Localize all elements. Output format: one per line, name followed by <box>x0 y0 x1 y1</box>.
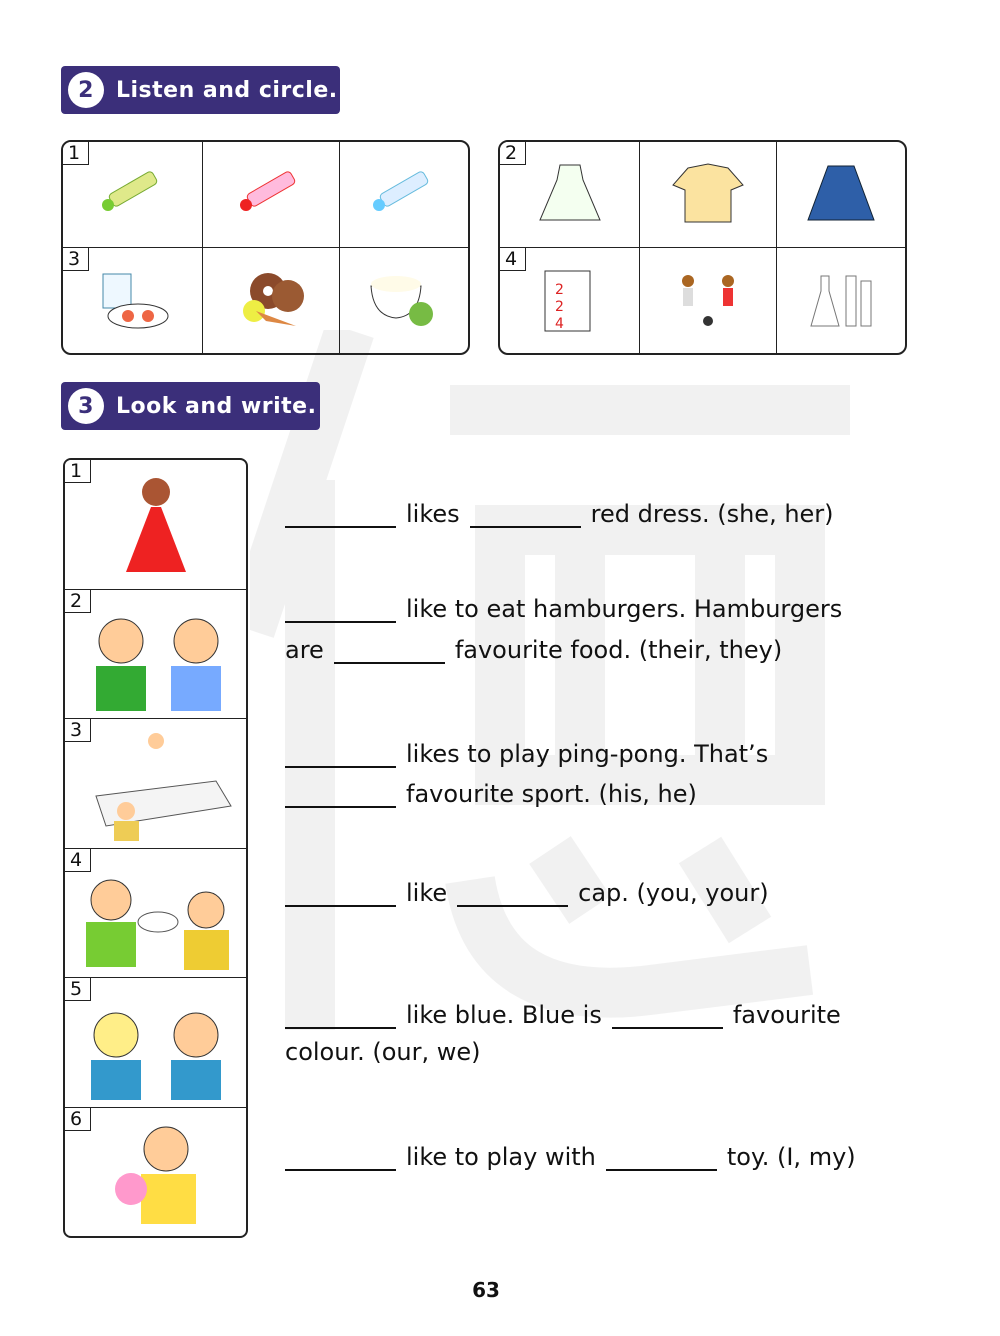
answer-blank[interactable] <box>457 881 568 907</box>
listen-grid-left <box>61 140 470 355</box>
item-number: 6 <box>65 1108 91 1131</box>
blue-crayon-icon <box>359 160 449 230</box>
skirt-icon <box>796 160 886 230</box>
answer-option-donuts-and-ice-cream[interactable] <box>203 248 340 353</box>
exercise-picture <box>65 719 246 849</box>
section-title: Listen and circle. <box>116 77 338 103</box>
svg-text:4: 4 <box>554 315 564 332</box>
red-crayon-icon <box>226 160 316 230</box>
item-number: 2 <box>500 142 526 165</box>
item-number: 4 <box>500 248 526 271</box>
sentence-line <box>285 1143 866 1171</box>
exercise-picture <box>65 1108 246 1237</box>
illustration-icon <box>66 980 246 1105</box>
item-number: 3 <box>63 248 89 271</box>
page-number: 63 <box>472 1278 500 1302</box>
illustration-icon <box>66 850 246 975</box>
answer-option-maths-book[interactable] <box>500 248 640 353</box>
answer-blank[interactable] <box>285 881 396 907</box>
sentence-line <box>285 1001 851 1029</box>
answer-option-green-crayon[interactable] <box>63 142 203 248</box>
answer-option-dress[interactable] <box>500 142 640 248</box>
answer-blank[interactable] <box>285 1145 396 1171</box>
donuts-and-ice-cream-icon <box>226 266 316 336</box>
sentence-text: like to play with <box>406 1143 596 1171</box>
exercise-picture <box>65 849 246 979</box>
sentence-text: like to eat hamburgers. Hamburgers <box>406 595 843 623</box>
answer-blank[interactable] <box>285 597 396 623</box>
section2-header <box>61 66 340 114</box>
maths-book-icon <box>525 266 615 336</box>
listen-grid-right <box>498 140 907 355</box>
svg-text:2: 2 <box>554 298 564 315</box>
sentence-text: toy. (I, my) <box>726 1143 856 1171</box>
sentence-line <box>285 879 779 907</box>
answer-option-skirt[interactable] <box>777 142 905 248</box>
answer-option-football-players[interactable] <box>640 248 777 353</box>
answer-option-science-beakers[interactable] <box>777 248 905 353</box>
rice-and-vegetables-icon <box>359 266 449 336</box>
answer-blank[interactable] <box>285 782 396 808</box>
sentence-line <box>285 636 792 664</box>
sentence-text: red dress. (she, her) <box>590 500 834 528</box>
sentence-text: likes <box>406 500 460 528</box>
exercise-picture <box>65 590 246 720</box>
sentence-text: are <box>285 636 324 664</box>
illustration-icon <box>66 462 246 587</box>
sentence-line <box>285 780 707 808</box>
answer-blank[interactable] <box>334 638 445 664</box>
dress-icon <box>525 160 615 230</box>
item-number: 4 <box>65 849 91 872</box>
answer-option-red-crayon[interactable] <box>203 142 340 248</box>
answer-blank[interactable] <box>612 1003 723 1029</box>
answer-option-blue-crayon[interactable] <box>340 142 468 248</box>
sentence-text: favourite food. (their, they) <box>454 636 783 664</box>
item-number: 1 <box>63 142 89 165</box>
illustration-icon <box>66 721 246 846</box>
answer-blank[interactable] <box>606 1145 717 1171</box>
sentence-text: cap. (you, your) <box>578 879 769 907</box>
item-number: 1 <box>65 460 91 483</box>
sentence-line <box>285 740 778 768</box>
section-number: 3 <box>68 388 104 424</box>
exercise-picture <box>65 460 246 590</box>
item-number: 3 <box>65 719 91 742</box>
svg-text:2: 2 <box>554 281 564 298</box>
illustration-icon <box>66 591 246 716</box>
football-players-icon <box>663 266 753 336</box>
exercise-picture <box>65 978 246 1108</box>
shirt-icon <box>663 160 753 230</box>
item-number: 5 <box>65 978 91 1001</box>
sentence-text: like <box>406 879 448 907</box>
sentence-text: colour. (our, we) <box>285 1038 481 1066</box>
answer-option-milk-and-eggs[interactable] <box>63 248 203 353</box>
sentence-text: like blue. Blue is <box>406 1001 602 1029</box>
answer-option-shirt[interactable] <box>640 142 777 248</box>
answer-blank[interactable] <box>285 742 396 768</box>
answer-blank[interactable] <box>285 1003 396 1029</box>
picture-column <box>63 458 248 1238</box>
sentence-line <box>285 500 844 528</box>
answer-option-rice-and-vegetables[interactable] <box>340 248 468 353</box>
section-title: Look and write. <box>116 393 317 419</box>
item-number: 2 <box>65 590 91 613</box>
green-crayon-icon <box>88 160 178 230</box>
sentence-text: favourite sport. (his, he) <box>406 780 697 808</box>
sentence-text: likes to play ping-pong. That’s <box>406 740 769 768</box>
answer-blank[interactable] <box>285 502 396 528</box>
illustration-icon <box>66 1109 246 1234</box>
science-beakers-icon <box>796 266 886 336</box>
watermark <box>250 330 850 1030</box>
sentence-text: favourite <box>732 1001 841 1029</box>
answer-blank[interactable] <box>470 502 581 528</box>
section-number: 2 <box>68 72 104 108</box>
sentence-line <box>285 595 852 623</box>
section3-header <box>61 382 320 430</box>
sentence-line <box>285 1038 491 1066</box>
milk-and-eggs-icon <box>88 266 178 336</box>
